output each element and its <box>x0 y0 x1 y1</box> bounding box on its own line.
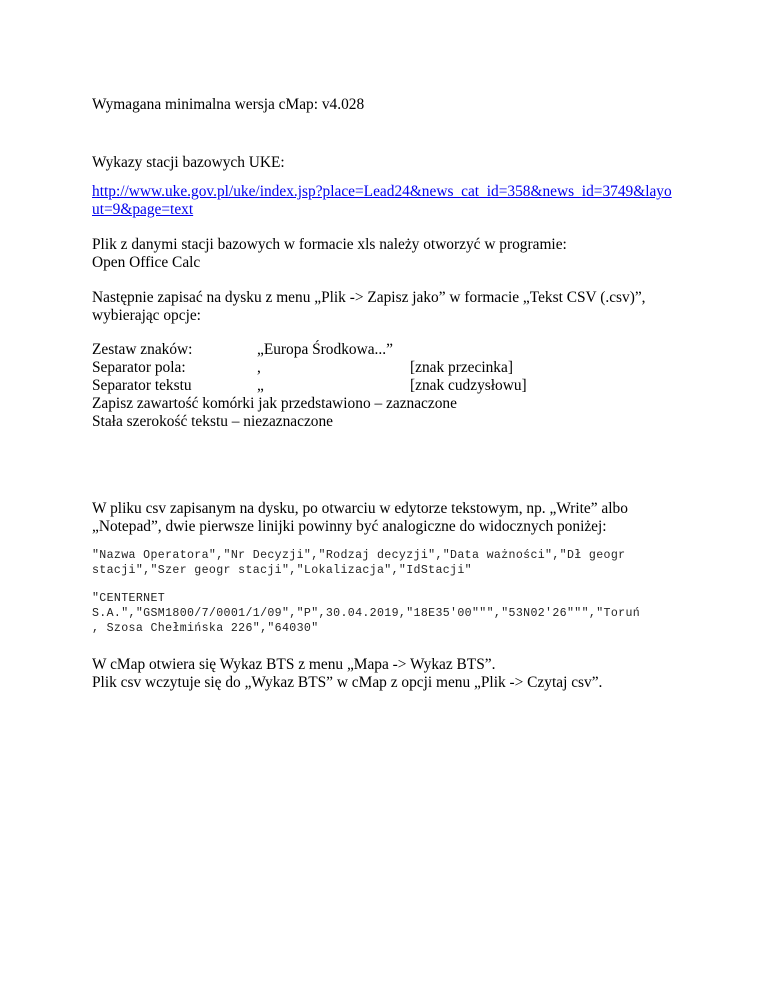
xls-instruction-line-1: Plik z danymi stacji bazowych w formacie xls należy otworzyć w programie: <box>92 236 567 253</box>
charset-value: „Europa Środkowa...” <box>257 341 393 358</box>
csv-header-line-1: "Nazwa Operatora","Nr Decyzji","Rodzaj decyzji","Data ważności","Dł geogr <box>92 549 626 562</box>
save-instruction-line-2: wybierając opcje: <box>92 307 201 324</box>
text-separator-label: Separator tekstu <box>92 377 192 394</box>
uke-link-line-1[interactable]: http://www.uke.gov.pl/uke/index.jsp?place=Lead24&news_cat_id=358&news_id=3749&layo <box>92 183 672 200</box>
charset-label: Zestaw znaków: <box>92 341 193 358</box>
csv-intro-line-2: „Notepad”, dwie pierwsze linijki powinny być analogiczne do widocznych poniżej: <box>92 518 607 535</box>
save-instruction-line-1: Następnie zapisać na dysku z menu „Plik -> Zapisz jako” w formacie „Tekst CSV (.csv)”, <box>92 289 646 306</box>
fixed-width-option: Stała szerokość tekstu – niezaznaczone <box>92 413 334 430</box>
csv-intro-line-1: W pliku csv zapisanym na dysku, po otwarciu w edytorze tekstowym, np. „Write” albo <box>92 500 628 517</box>
field-separator-label: Separator pola: <box>92 359 186 376</box>
xls-instruction-line-2: Open Office Calc <box>92 254 201 271</box>
field-separator-note: [znak przecinka] <box>410 359 513 376</box>
final-instruction-line-2: Plik csv wczytuje się do „Wykaz BTS” w cMap z opcji menu „Plik -> Czytaj csv”. <box>92 674 603 691</box>
uke-link-line-2[interactable]: ut=9&page=text <box>92 201 194 218</box>
text-separator-note: [znak cudzysłowu] <box>410 377 527 394</box>
final-instruction-line-1: W cMap otwiera się Wykaz BTS z menu „Mapa -> Wykaz BTS”. <box>92 656 496 673</box>
field-separator-value: , <box>257 359 261 376</box>
save-content-option: Zapisz zawartość komórki jak przedstawiono – zaznaczone <box>92 395 457 412</box>
uke-heading: Wykazy stacji bazowych UKE: <box>92 154 285 171</box>
min-version-text: Wymagana minimalna wersja cMap: v4.028 <box>92 96 365 113</box>
text-separator-value: „ <box>257 377 264 394</box>
csv-row-line-3: , Szosa Chełmińska 226","64030" <box>92 622 319 635</box>
csv-row-line-2: S.A.","GSM1800/7/0001/1/09","P",30.04.2019,"18E35'00""","53N02'26""","Toruń <box>92 607 641 620</box>
csv-row-line-1: "CENTERNET <box>92 592 166 605</box>
csv-header-line-2: stacji","Szer geogr stacji","Lokalizacja","IdStacji" <box>92 564 472 577</box>
